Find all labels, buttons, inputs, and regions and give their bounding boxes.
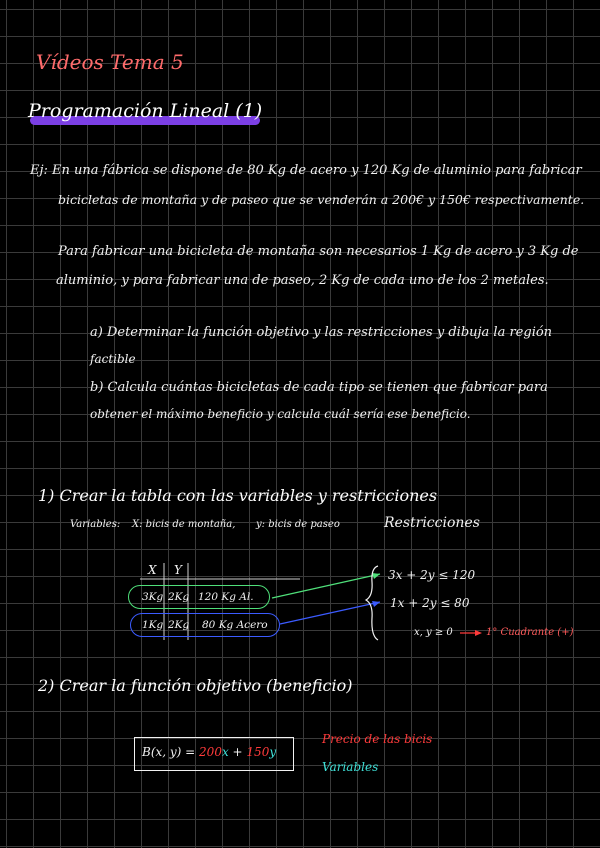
problem-line-1: Ej: En una fábrica se dispone de 80 Kg de acero y 120 Kg de aluminio para fabricar [30, 163, 582, 178]
formula-var-y: y [269, 745, 277, 759]
row1-x: 3Kg [142, 591, 164, 603]
problem-line-2: bicicletas de montaña y de paseo que se venderán a 200€ y 150€ respectivamente. [58, 192, 585, 207]
legend-price: Precio de las bicis [322, 732, 433, 746]
restricciones-label: Restricciones [384, 515, 480, 531]
section-title: Programación Lineal (1) [28, 100, 263, 122]
table-col-x: X [148, 563, 157, 577]
constraint-1: 3x + 2y ≤ 120 [388, 568, 476, 582]
row1-y: 2Kg [168, 591, 190, 603]
constraint-3-note: 1° Cuadrante (+) [486, 627, 574, 638]
step2-heading: 2) Crear la función objetivo (beneficio) [38, 676, 353, 695]
row1-total: 120 Kg Al. [198, 591, 254, 603]
objective-function [142, 745, 276, 759]
formula-coef-y: 150 [246, 745, 270, 759]
constraint-3: x, y ≥ 0 [414, 627, 453, 638]
row2-x: 1Kg [142, 619, 164, 631]
formula-coef-x: 200 [199, 745, 222, 759]
row2-total: 80 Kg Acero [202, 619, 268, 631]
part-b-line-1: b) Calcula cuántas bicicletas de cada tipo se tienen que fabricar para [90, 380, 548, 395]
variable-y: y: bicis de paseo [256, 519, 340, 530]
legend-variables: Variables [322, 760, 379, 774]
problem-line-3: Para fabricar una bicicleta de montaña son necesarios 1 Kg de acero y 3 Kg de [58, 244, 579, 259]
part-a-line-1: a) Determinar la función objetivo y las restricciones y dibuja la región [90, 325, 553, 340]
formula-lhs: B(x, y) = [142, 745, 200, 759]
part-a-line-2: factible [90, 352, 136, 366]
part-b-line-2: obtener el máximo beneficio y calcula cuál sería ese beneficio. [90, 407, 471, 421]
variables-label: Variables: [70, 519, 121, 530]
variable-x: X: bicis de montaña, [132, 519, 236, 530]
table-col-y: Y [174, 563, 182, 577]
step1-heading: 1) Crear la tabla con las variables y restricciones [38, 486, 438, 505]
row2-y: 2Kg [168, 619, 190, 631]
page-title: Vídeos Tema 5 [36, 50, 184, 74]
formula-var-x: x [221, 745, 229, 759]
constraint-2: 1x + 2y ≤ 80 [390, 596, 470, 610]
formula-plus: + [228, 745, 247, 759]
problem-line-4: aluminio, y para fabricar una de paseo, 2 Kg de cada uno de los 2 metales. [56, 273, 549, 288]
